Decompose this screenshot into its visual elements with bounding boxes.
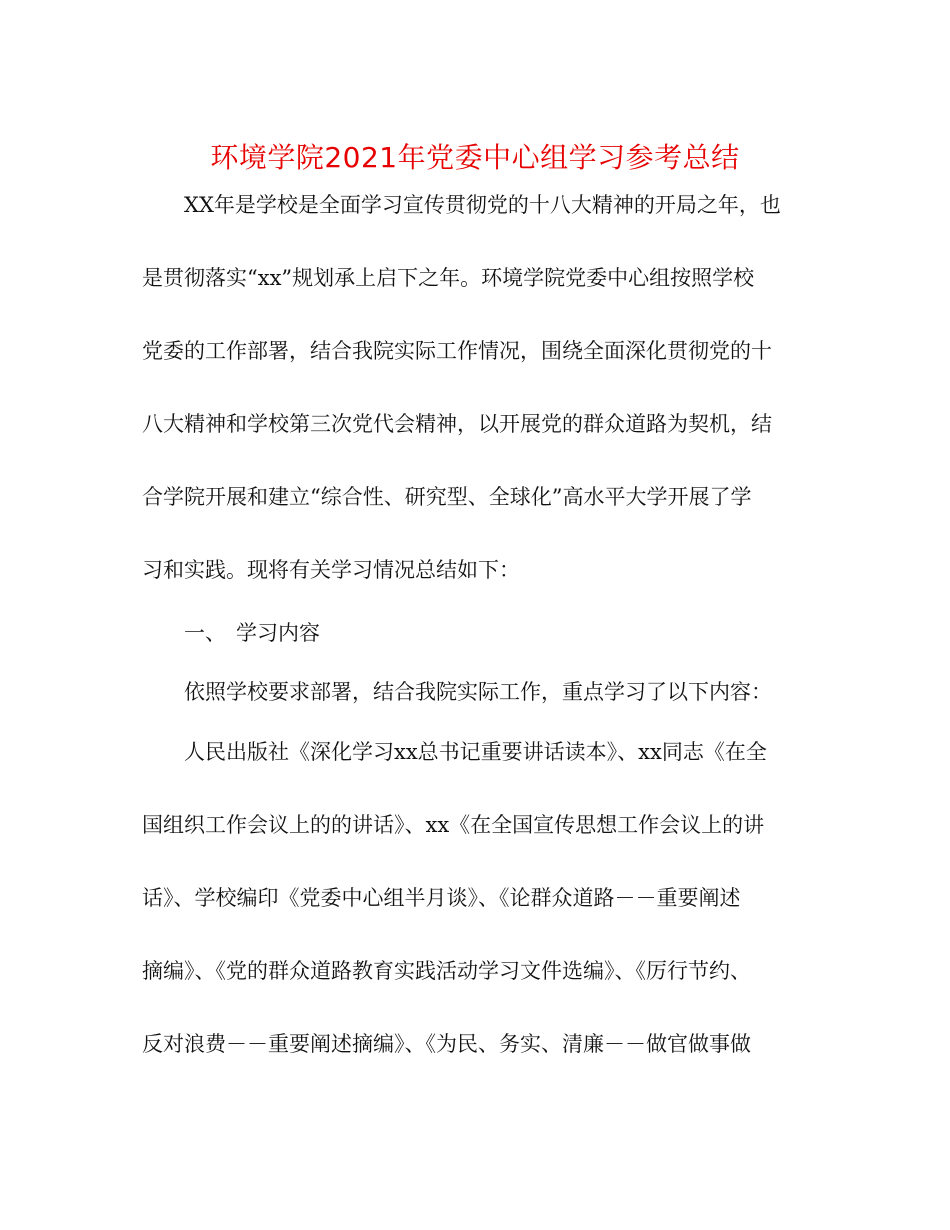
paragraph-line: 依照学校要求部署，结合我院实际工作，重点学习了以下内容： xyxy=(184,680,772,704)
paragraph-line: 是贯彻落实“xx”规划承上启下之年。环境学院党委中心组按照学校 xyxy=(142,266,755,290)
paragraph-line: 党委的工作部署，结合我院实际工作情况，围绕全面深化贯彻党的十 xyxy=(142,339,772,363)
paragraph-line: 摘编》、《党的群众道路教育实践活动学习文件选编》、《厉行节约、 xyxy=(142,959,751,983)
paragraph-line: 反对浪费－－重要阐述摘编》、《为民、务实、清廉－－做官做事做 xyxy=(142,1032,751,1056)
section-number: 一、 xyxy=(184,621,226,645)
document-title: 环境学院2021年党委中心组学习参考总结 xyxy=(210,141,740,174)
paragraph-line: 话》、学校编印《党委中心组半月谈》、《论群众道路－－重要阐述 xyxy=(142,886,741,910)
paragraph-line: XX年是学校是全面学习宣传贯彻党的十八大精神的开局之年，也 xyxy=(184,193,781,217)
section-heading xyxy=(184,618,864,648)
paragraph-line: 国组织工作会议上的的讲话》、xx《在全国宣传思想工作会议上的讲 xyxy=(142,813,765,837)
paragraph-line: 八大精神和学校第三次党代会精神，以开展党的群众道路为契机，结 xyxy=(142,412,772,436)
section-heading-text: 学习内容 xyxy=(236,621,320,645)
paragraph-line: 习和实践。现将有关学习情况总结如下： xyxy=(142,558,520,582)
paragraph-line: 人民出版社《深化学习xx总书记重要讲话读本》、xx同志《在全 xyxy=(184,740,767,764)
paragraph-line: 合学院开展和建立“综合性、研究型、全球化”高水平大学开展了学 xyxy=(142,485,752,509)
